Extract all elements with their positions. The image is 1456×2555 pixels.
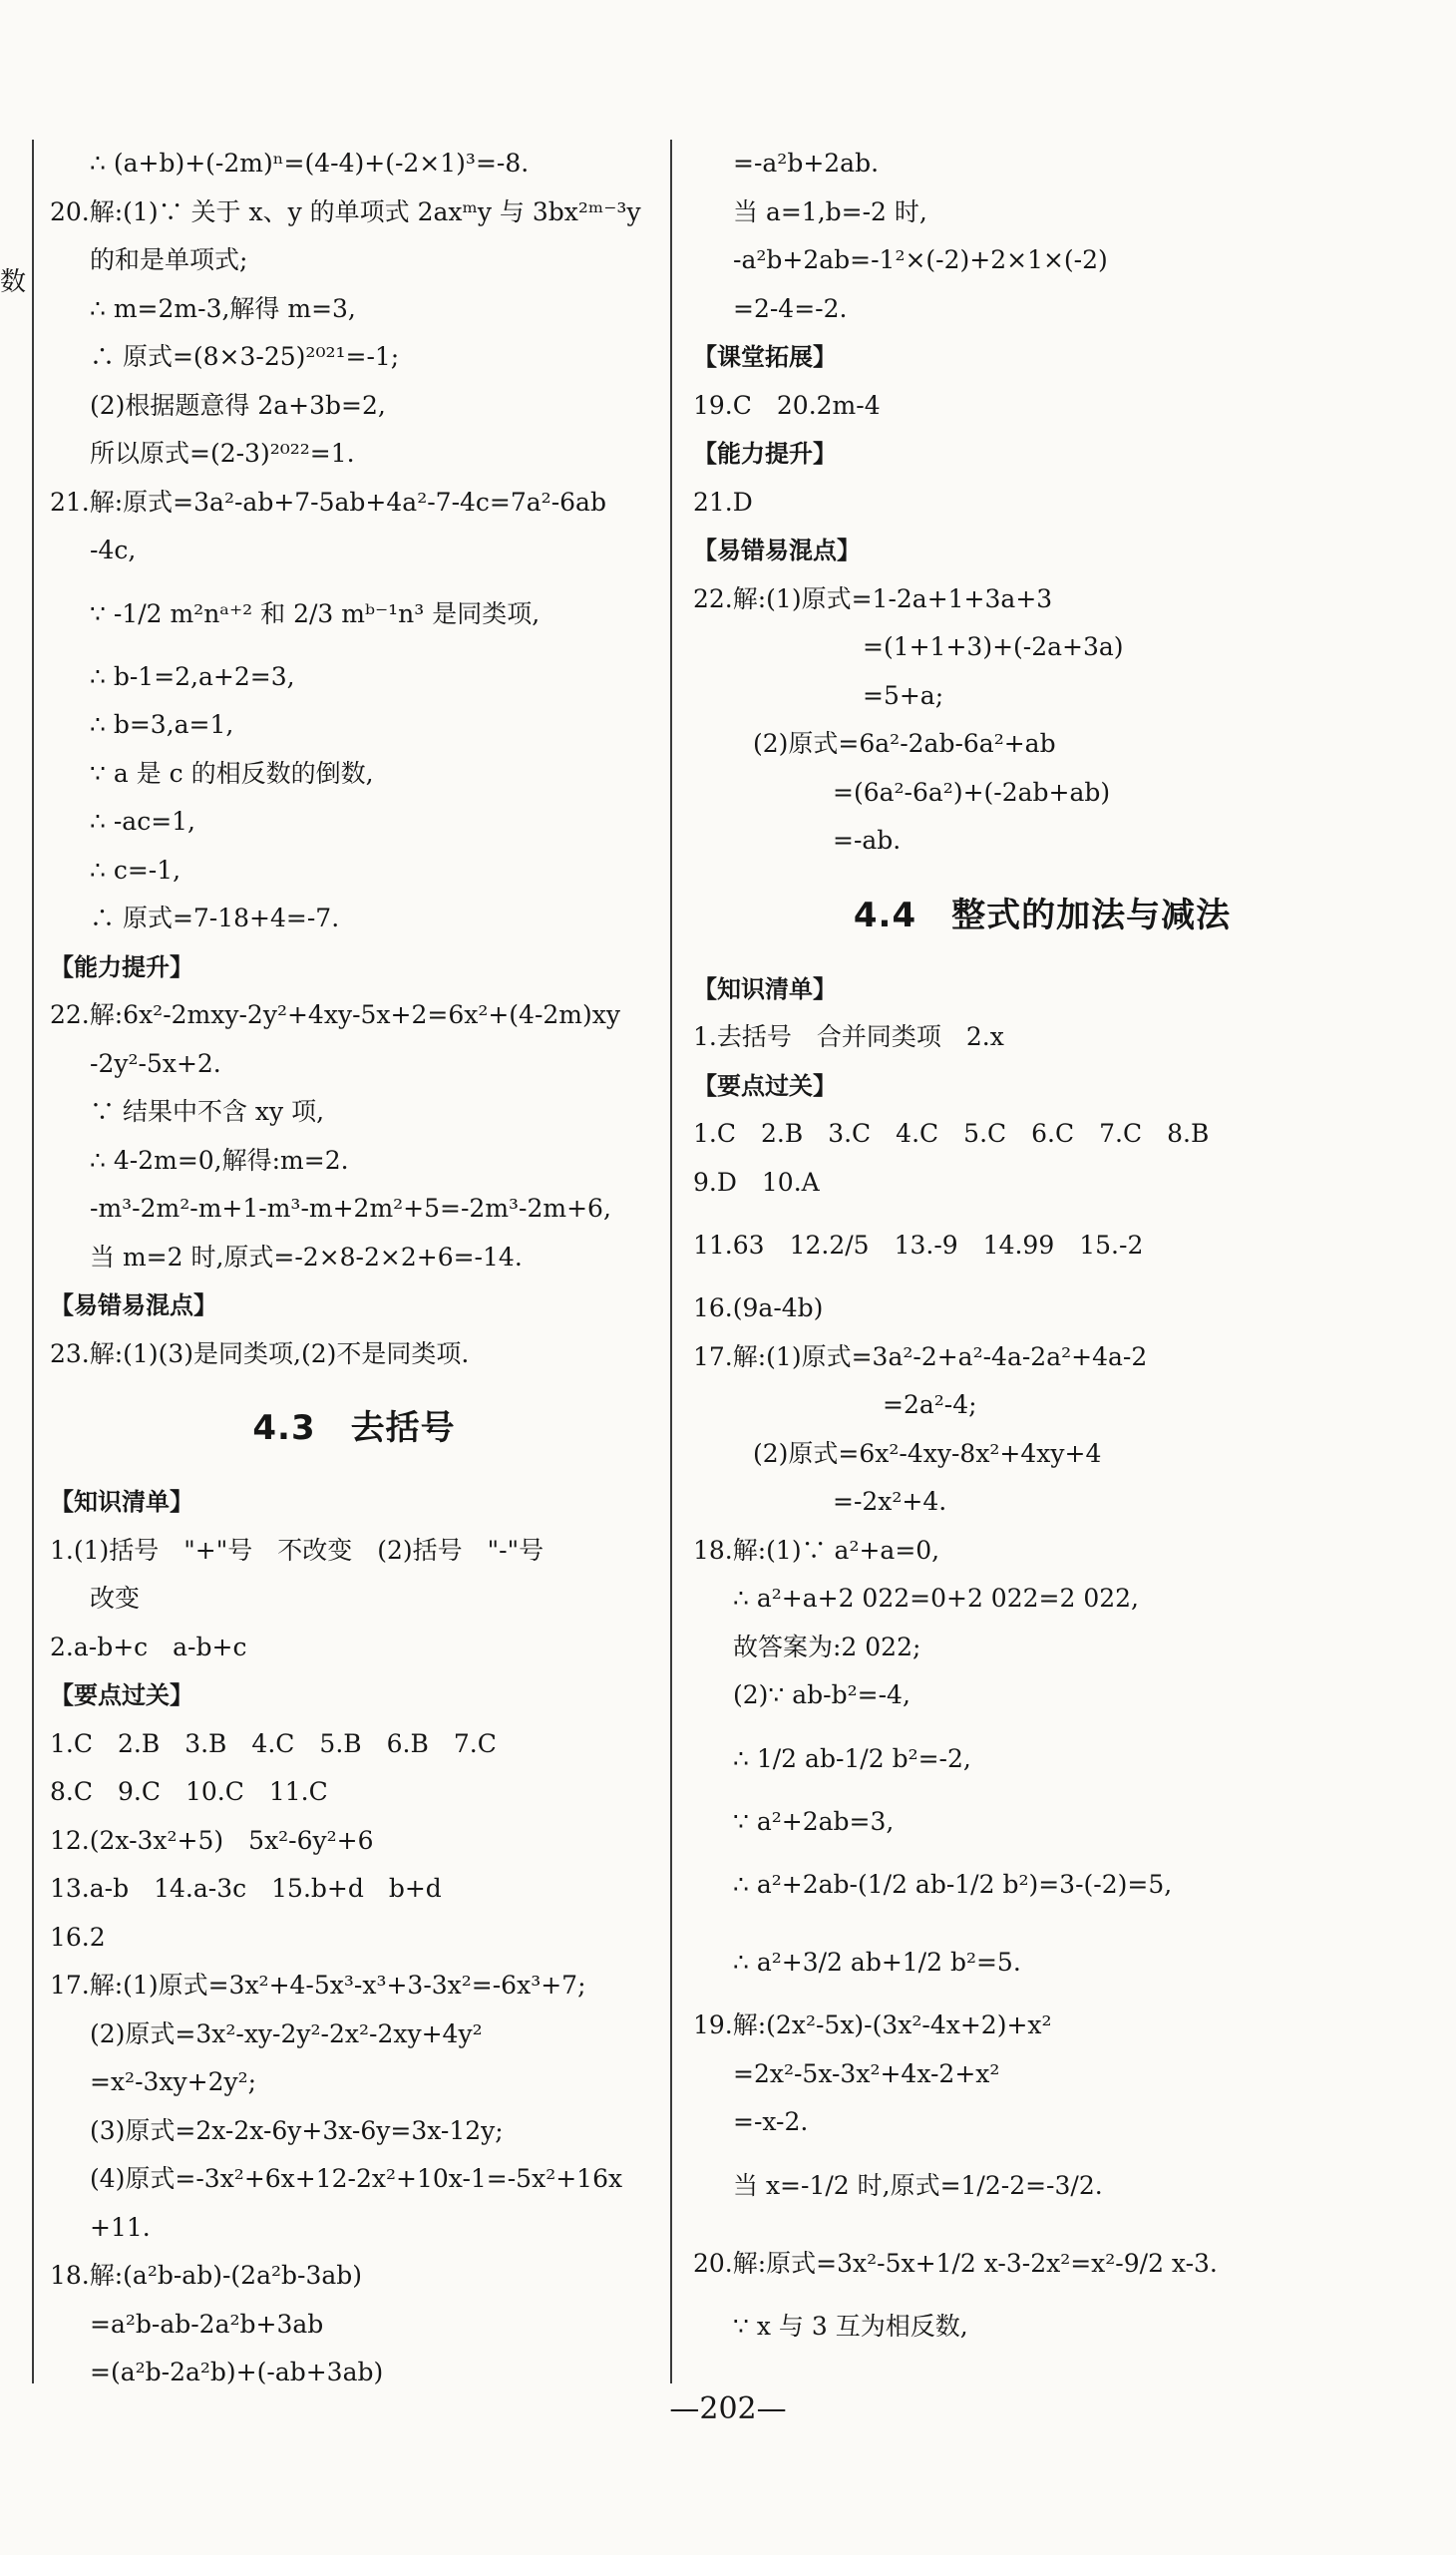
right-column xyxy=(693,140,1391,2351)
page-number: —202— xyxy=(669,2391,787,2426)
answer-line: (2)∵ ab-b²=-4, xyxy=(733,1680,910,1709)
answer-line: 1.C 2.B 3.C 4.C 5.C 6.C 7.C 8.B xyxy=(693,1119,1210,1148)
section-title: 4.3 去括号 xyxy=(252,1408,456,1448)
answer-line: ∴ a²+3/2 ab+1/2 b²=5. xyxy=(733,1948,1021,1977)
answer-line: ∴ m=2m-3,解得 m=3, xyxy=(90,293,356,323)
answer-line: ∴ a²+2ab-(1/2 ab-1/2 b²)=3-(-2)=5, xyxy=(733,1870,1173,1899)
answer-16: 16.(9a-4b) xyxy=(693,1293,824,1322)
section-tag: 【易错易混点】 xyxy=(50,1291,217,1319)
answer-line: =5+a; xyxy=(863,680,944,710)
answer-line: ∵ a²+2ab=3, xyxy=(733,1806,895,1836)
answer-line: ∴ a²+a+2 022=0+2 022=2 022, xyxy=(733,1584,1139,1613)
margin-fragment: 数 xyxy=(0,267,27,297)
answer-line: (4)原式=-3x²+6x+12-2x²+10x-1=-5x²+16x xyxy=(90,2164,623,2193)
answer-line: 所以原式=(2-3)²⁰²²=1. xyxy=(90,439,355,468)
answer-1: 1.去括号 合并同类项 2.x xyxy=(693,1022,1004,1051)
answer-18: 18.解:(a²b-ab)-(2a²b-3ab) xyxy=(50,2261,363,2290)
section-tag: 【易错易混点】 xyxy=(693,537,861,564)
answer-line: ∵ -1/2 m²nᵃ⁺² 和 2/3 mᵇ⁻¹n³ 是同类项, xyxy=(90,598,541,628)
answer-line: 的和是单项式; xyxy=(90,245,248,274)
answer-line: =(a²b-2a²b)+(-ab+3ab) xyxy=(90,2358,384,2386)
answer-line: ∴ b-1=2,a+2=3, xyxy=(90,661,295,691)
answer-line: 8.C 9.C 10.C 11.C xyxy=(50,1777,328,1806)
answer-20: 20.解:(1)∵ 关于 x、y 的单项式 2axᵐy 与 3bx²ᵐ⁻³y xyxy=(50,196,641,226)
answer-line: ∴ 1/2 ab-1/2 b²=-2, xyxy=(733,1743,971,1773)
answer-21: 21.解:原式=3a²-ab+7-5ab+4a²-7-4c=7a²-6ab xyxy=(50,487,606,517)
answer-line: ∵ x 与 3 互为相反数, xyxy=(733,2311,968,2341)
answer-line: +11. xyxy=(90,2212,151,2242)
answer-line: (2)原式=6a²-2ab-6a²+ab xyxy=(753,729,1056,758)
answer-21: 21.D xyxy=(693,487,753,517)
answer-line: 当 m=2 时,原式=-2×8-2×2+6=-14. xyxy=(90,1242,523,1272)
answer-line: =-2x²+4. xyxy=(833,1487,947,1516)
answer-line: =2x²-5x-3x²+4x-2+x² xyxy=(733,2058,1000,2088)
answer-line: 改变 xyxy=(90,1584,141,1613)
section-tag: 【能力提升】 xyxy=(693,440,837,468)
answer-20: 20.解:原式=3x²-5x+1/2 x-3-2x²=x²-9/2 x-3. xyxy=(693,2248,1218,2278)
section-tag: 【要点过关】 xyxy=(693,1071,837,1100)
left-margin-rule xyxy=(32,140,34,2383)
section-tag: 【能力提升】 xyxy=(50,952,193,981)
section-tag: 【课堂拓展】 xyxy=(693,343,837,371)
answer-16: 16.2 xyxy=(50,1922,106,1952)
answer-line: ∵ a 是 c 的相反数的倒数, xyxy=(90,758,374,788)
answer-line: -4c, xyxy=(90,536,137,564)
answer-17: 17.解:(1)原式=3a²-2+a²-4a-2a²+4a-2 xyxy=(693,1341,1148,1371)
answer-18: 18.解:(1)∵ a²+a=0, xyxy=(693,1535,940,1565)
answer-22: 22.解:(1)原式=1-2a+1+3a+3 xyxy=(693,583,1053,613)
section-tag: 【知识清单】 xyxy=(693,974,837,1003)
answer-line: =-ab. xyxy=(833,826,902,855)
answer-line: ∴ 原式=7-18+4=-7. xyxy=(90,904,340,932)
answer-line: ∴ b=3,a=1, xyxy=(90,710,234,739)
answer-line: ∴ 原式=(8×3-25)²⁰²¹=-1; xyxy=(90,342,400,371)
answer-line: =-a²b+2ab. xyxy=(733,149,880,178)
answer-line: =-x-2. xyxy=(733,2107,809,2136)
answer-line: -2y²-5x+2. xyxy=(90,1048,221,1078)
answer-line: =a²b-ab-2a²b+3ab xyxy=(90,2309,324,2339)
answer-line: 当 a=1,b=-2 时, xyxy=(733,196,927,226)
answer-line: (2)原式=3x²-xy-2y²-2x²-2xy+4y² xyxy=(90,2018,483,2048)
answer-line: =x²-3xy+2y²; xyxy=(90,2067,257,2096)
answer-line: -m³-2m²-m+1-m³-m+2m²+5=-2m³-2m+6, xyxy=(90,1194,611,1223)
answer-line: ∴ 4-2m=0,解得:m=2. xyxy=(90,1145,349,1175)
answer-line: 故答案为:2 022; xyxy=(733,1632,921,1661)
answer-line: 9.D 10.A xyxy=(693,1167,820,1197)
answer-line: ∴ (a+b)+(-2m)ⁿ=(4-4)+(-2×1)³=-8. xyxy=(90,149,530,178)
answer-1: 1.(1)括号 "+"号 不改变 (2)括号 "-"号 xyxy=(50,1535,545,1565)
answer-line: ∴ c=-1, xyxy=(90,855,182,885)
answer-line: 11.63 12.2/5 13.-9 14.99 15.-2 xyxy=(693,1231,1144,1260)
answer-line: (2)根据题意得 2a+3b=2, xyxy=(90,390,386,420)
answer-line: (3)原式=2x-2x-6y+3x-6y=3x-12y; xyxy=(90,2115,504,2145)
answer-12: 12.(2x-3x²+5) 5x²-6y²+6 xyxy=(50,1825,374,1855)
answer-line: 13.a-b 14.a-3c 15.b+d b+d xyxy=(50,1874,442,1903)
section-tag: 【知识清单】 xyxy=(50,1488,193,1516)
answer-line: ∵ 结果中不含 xy 项, xyxy=(90,1097,325,1126)
left-column xyxy=(50,140,658,2397)
answer-2: 2.a-b+c a-b+c xyxy=(50,1632,247,1661)
answer-line: =(1+1+3)+(-2a+3a) xyxy=(863,632,1124,661)
section-tag: 【要点过关】 xyxy=(50,1681,193,1709)
answer-19: 19.解:(2x²-5x)-(3x²-4x+2)+x² xyxy=(693,2010,1052,2039)
answer-line: 1.C 2.B 3.B 4.C 5.B 6.B 7.C xyxy=(50,1728,497,1758)
answer-line: =2-4=-2. xyxy=(733,293,848,323)
answer-23: 23.解:(1)(3)是同类项,(2)不是同类项. xyxy=(50,1338,470,1368)
answer-22: 22.解:6x²-2mxy-2y²+4xy-5x+2=6x²+(4-2m)xy xyxy=(50,1000,620,1029)
answer-line: =(6a²-6a²)+(-2ab+ab) xyxy=(833,777,1111,807)
answer-line: ∴ -ac=1, xyxy=(90,807,196,836)
answer-line: -a²b+2ab=-1²×(-2)+2×1×(-2) xyxy=(733,245,1108,274)
answer-17: 17.解:(1)原式=3x²+4-5x³-x³+3-3x²=-6x³+7; xyxy=(50,1971,586,2000)
column-divider xyxy=(670,140,672,2383)
answer-line: =2a²-4; xyxy=(883,1390,977,1419)
section-title: 4.4 整式的加法与减法 xyxy=(853,895,1232,935)
answer-line: (2)原式=6x²-4xy-8x²+4xy+4 xyxy=(753,1438,1102,1468)
answer-line: 当 x=-1/2 时,原式=1/2-2=-3/2. xyxy=(733,2170,1103,2200)
answer-line: 19.C 20.2m-4 xyxy=(693,390,881,420)
